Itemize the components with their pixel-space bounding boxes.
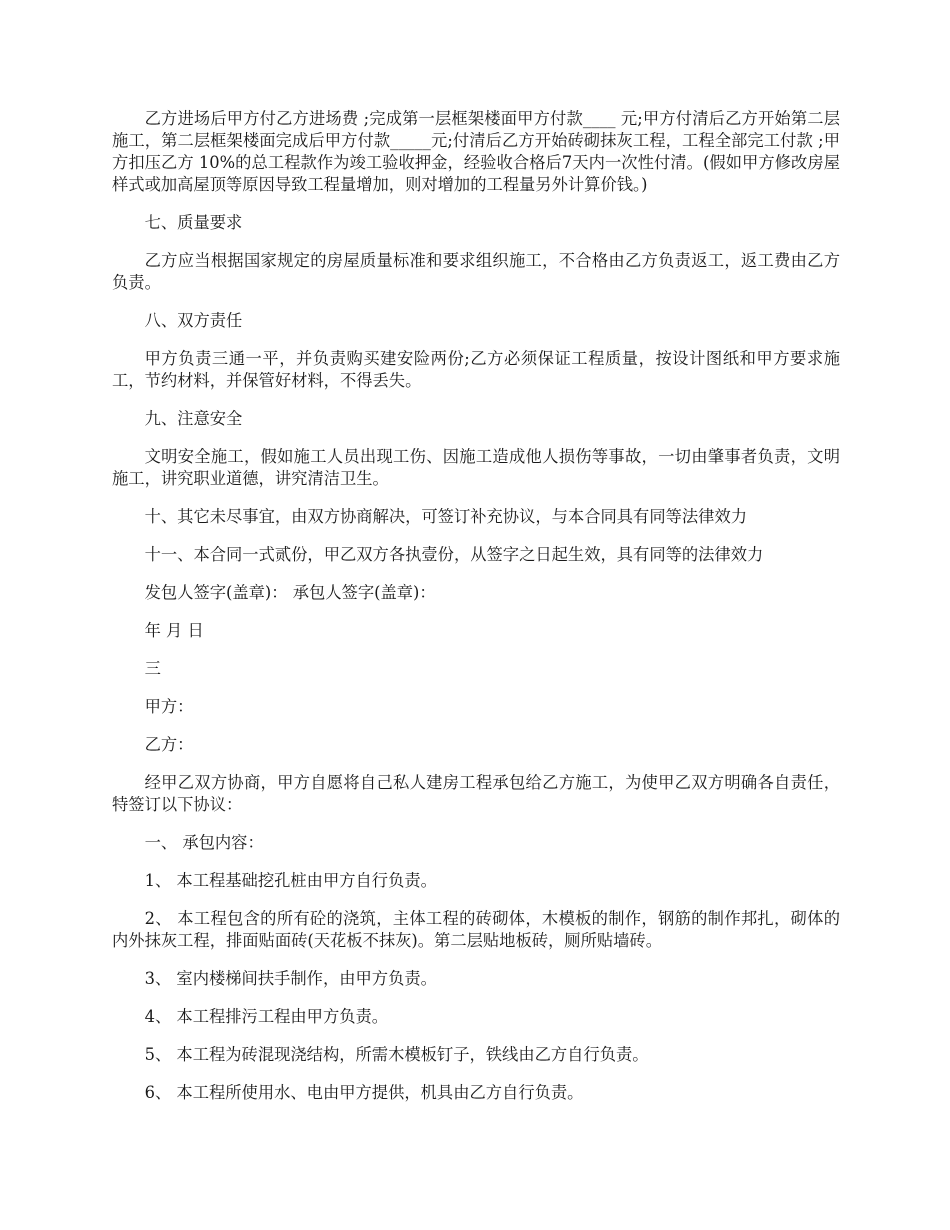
party-b-line: 乙方：: [144, 735, 194, 754]
section-number-three: 三: [144, 659, 161, 678]
contract-scope-heading: 一、 承包内容：: [144, 833, 264, 852]
safety-paragraph: 文明安全施工，假如施工人员出现工伤、因施工造成他人损伤等事故，一切由肇事者负责，文明施工，讲究职业道德，讲究清洁卫生。: [112, 447, 840, 488]
scope-item-3: 3、 室内楼梯间扶手制作，由甲方负责。: [144, 969, 437, 988]
agreement-intro-paragraph: 经甲乙双方协商，甲方自愿将自己私人建房工程承包给乙方施工，为使甲乙双方明确各自责任，特签订以下协议：: [112, 773, 840, 814]
date-line: 年 月 日: [144, 621, 204, 640]
scope-item-4: 4、 本工程排污工程由甲方负责。: [144, 1007, 389, 1026]
party-a-line: 甲方：: [144, 697, 194, 716]
section-heading-safety: 九、注意安全: [144, 409, 243, 428]
payment-terms-paragraph: 乙方进场后甲方付乙方进场费 ;完成第一层框架楼面甲方付款____ 元;甲方付清后乙方开始第二层施工，第二层框架楼面完成后甲方付款_____元;付清后乙方开始砖砌抹灰工程，工程全部完工付款 ;甲方扣压乙方 10%的总工程款作为竣工验收押金，经验收合格后7天内一次性付清。(假如甲方修改房屋样式或加高屋顶等原因导致工程量增加，则对增加的工程量另外计算价钱。): [112, 109, 840, 194]
signature-line: 发包人签字(盖章)： 承包人签字(盖章)：: [144, 583, 436, 602]
section-heading-responsibilities: 八、双方责任: [144, 311, 243, 330]
responsibilities-paragraph: 甲方负责三通一平，并负责购买建安险两份;乙方必须保证工程质量，按设计图纸和甲方要求施工，节约材料，并保管好材料，不得丢失。: [112, 349, 840, 390]
quality-paragraph: 乙方应当根据国家规定的房屋质量标准和要求组织施工，不合格由乙方负责返工，返工费由乙方负责。: [112, 251, 840, 292]
scope-item-6: 6、 本工程所使用水、电由甲方提供，机具由乙方自行负责。: [144, 1083, 584, 1102]
scope-item-2: 2、 本工程包含的所有砼的浇筑，主体工程的砖砌体，木模板的制作，钢筋的制作邦扎，砌体的内外抹灰工程，排面贴面砖(天花板不抹灰)。第二层贴地板砖，厕所贴墙砖。: [112, 909, 840, 950]
document-page: [112, 108, 840, 1120]
copies-paragraph: 十一、本合同一式贰份，甲乙双方各执壹份，从签字之日起生效，具有同等的法律效力: [144, 545, 764, 564]
scope-item-1: 1、 本工程基础挖孔桩由甲方自行负责。: [144, 871, 437, 890]
section-heading-quality: 七、质量要求: [144, 213, 243, 232]
scope-item-5: 5、 本工程为砖混现浇结构，所需木模板钉子，铁线由乙方自行负责。: [144, 1045, 649, 1064]
other-matters-paragraph: 十、其它未尽事宜，由双方协商解决，可签订补充协议，与本合同具有同等法律效力: [144, 507, 748, 526]
